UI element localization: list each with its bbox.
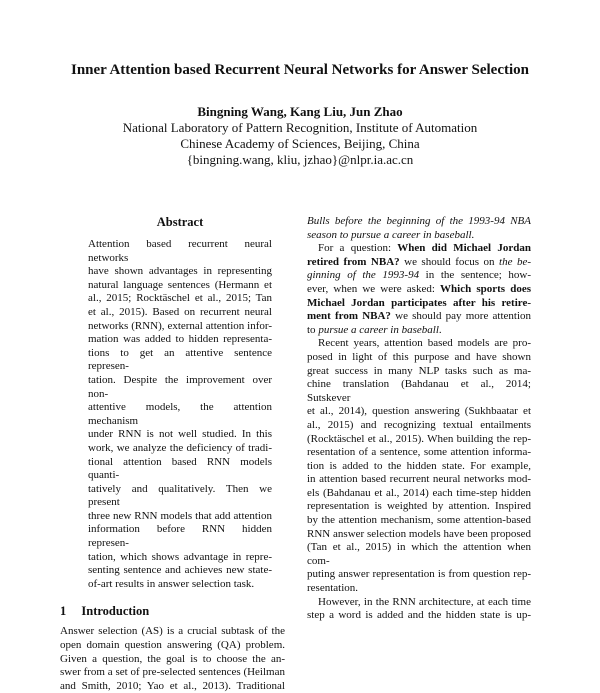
text-line: representation is weighted by attention. Inspired [307, 500, 531, 513]
section-heading [60, 603, 285, 619]
text-line: posed in light of this purpose and have shown [307, 350, 531, 363]
abstract-text [88, 238, 272, 591]
text-line: However, in the RNN architecture, at each time [318, 595, 531, 608]
section-title: Introduction [81, 604, 150, 619]
text-line: Recent years, attention based models are pro- [318, 337, 531, 350]
text-line: al., 2015; Rocktäschel et al., 2015; Tan [88, 292, 272, 305]
intro-text [60, 625, 285, 693]
text-line: al., 2015) and recognizing textual entailments [307, 418, 531, 431]
authors: Bingning Wang, Kang Liu, Jun Zhao [197, 104, 403, 119]
text-line: RNN answer selection models have been proposed [307, 527, 531, 540]
text-line: chine translation (Bahdanau et al., 2014; Sutskever [307, 378, 531, 404]
text-line: open domain question answering (QA) problem. [60, 639, 285, 652]
text-line: have shown advantages in representing [88, 265, 272, 278]
text-line: Michael Jordan participates after his retire- [307, 296, 531, 309]
affiliation-line: Chinese Academy of Sciences, Beijing, China [180, 136, 420, 151]
text-line: swer from a set of pre-selected sentences (Heilman [60, 666, 285, 679]
affiliation-line: National Laboratory of Pattern Recognition, Institute of Automation [122, 120, 478, 135]
text-line: attentive models, the attention mechanism [88, 401, 272, 427]
text-line: great success in many NLP tasks such as ma- [307, 364, 531, 377]
text-line: tation, which shows advantage in repre- [88, 550, 272, 563]
text-line: resentation of a sentence, some attention informa- [307, 446, 531, 459]
text-line: work, we analyze the deficiency of tradi- [88, 441, 272, 454]
text-line: information before RNN hidden represen- [88, 523, 272, 550]
text-line: under RNN is not well studied. In this [88, 428, 272, 441]
text-line: tion is added to the hidden state. For example, [307, 459, 531, 472]
author-emails: {bingning.wang, kliu, jzhao}@nlpr.ia.ac.cn [186, 152, 414, 167]
text-line: For a question: When did Michael Jordan [318, 242, 531, 255]
right-column-text [307, 215, 531, 623]
text-line: to pursue a career in baseball. [307, 323, 442, 336]
text-line: and Smith, 2010; Yao et al., 2013). Traditional [60, 679, 285, 692]
text-line: (Tan et al., 2015) in which the attention when com- [307, 541, 531, 567]
left-column [60, 214, 285, 693]
section-number: 1 [60, 604, 67, 619]
text-line: tions to get an attentive sentence represen- [88, 346, 272, 373]
text-line: mation was added to hidden representa- [88, 333, 272, 346]
text-line: tation. Despite the improvement over non- [88, 373, 272, 400]
abstract-heading: Abstract [156, 215, 204, 229]
text-line: Attention based recurrent neural networks [88, 238, 272, 264]
text-line: Given a question, the goal is to choose the an- [60, 652, 285, 665]
text-line: els (Bahdanau et al., 2014) each time-step hidden [307, 486, 531, 499]
text-line: networks (RNN), external attention infor- [88, 319, 272, 332]
text-line: Bulls before the beginning of the 1993-94 NBA [307, 215, 531, 227]
text-line: three new RNN models that add attention [88, 509, 272, 522]
text-line: ever, when we were asked: Which sports does [307, 282, 531, 295]
text-line: tional attention based RNN models quanti- [88, 455, 272, 482]
text-line: tatively and qualitatively. Then we present [88, 482, 272, 509]
text-line: et al., 2015). Based on recurrent neural [88, 305, 272, 318]
text-line: step a word is added and the hidden state is up- [307, 609, 531, 622]
text-line: Answer selection (AS) is a crucial subtask of the [60, 625, 285, 638]
text-line: ginning of the 1993-94 in the sentence; how- [307, 269, 531, 282]
text-line: in attention based recurrent neural networks mod- [307, 473, 531, 486]
text-line: season to pursue a career in baseball. [307, 228, 475, 241]
paper-title: Inner Attention based Recurrent Neural Networks for Answer Selection [70, 62, 530, 78]
text-line: of-art results in answer selection task. [88, 577, 255, 590]
text-line: resentation. [307, 582, 359, 595]
text-line: senting sentence and achieves new state- [88, 564, 272, 577]
text-line: (Rocktäschel et al., 2015). When building the rep- [307, 432, 531, 445]
text-line: et al., 2014), question answering (Sukhbaatar et [307, 405, 531, 418]
text-line: natural language sentences (Hermann et [88, 278, 272, 291]
text-line: puting answer representation is from question rep- [307, 568, 531, 581]
text-line: ment from NBA? we should pay more attention [307, 310, 532, 323]
text-line: retired from NBA? we should focus on the be- [307, 255, 531, 268]
text-line: by the attention mechanism, some attention-based [307, 514, 531, 527]
